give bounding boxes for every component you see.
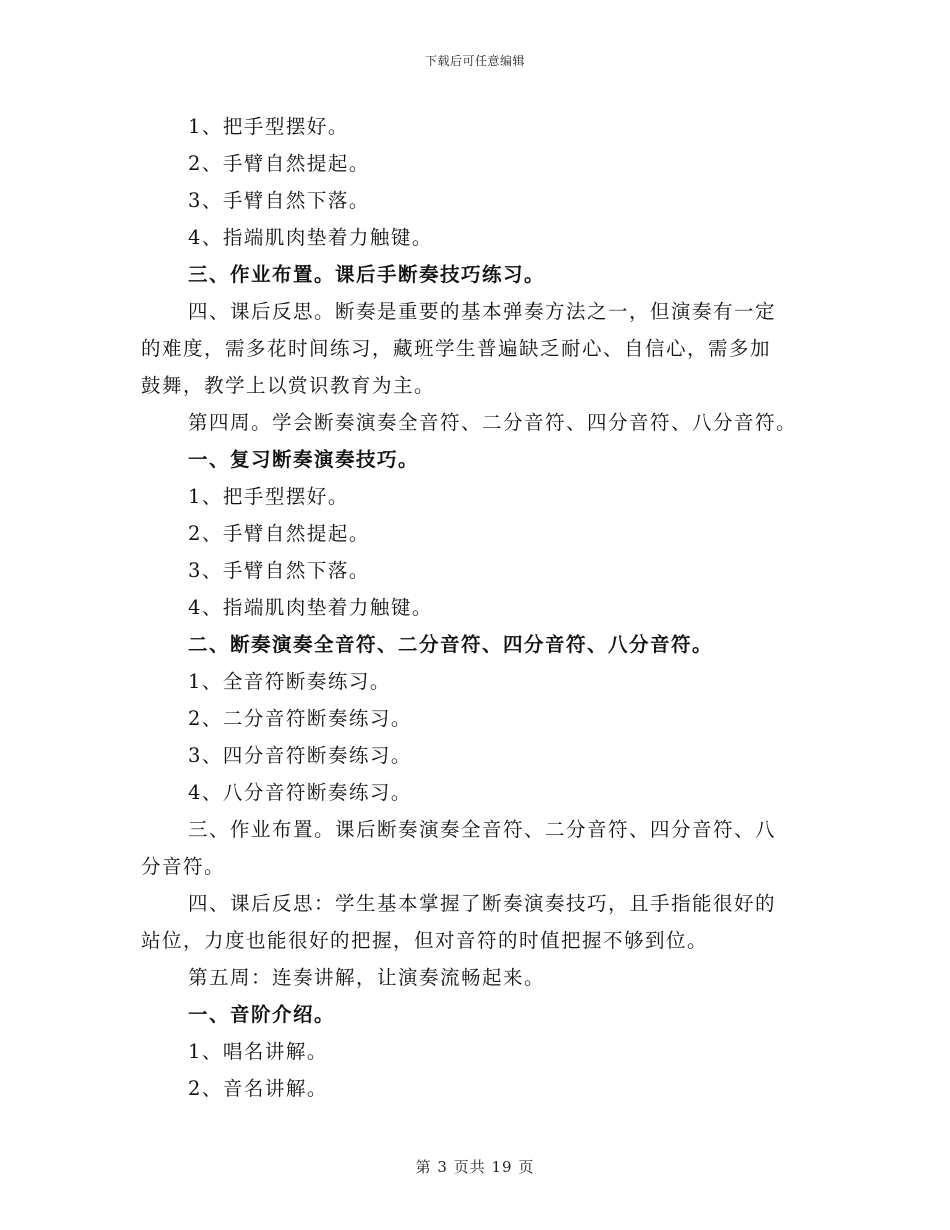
- paragraph-line: 四、课后反思：学生基本掌握了断奏演奏技巧，且手指能很好的: [188, 892, 777, 915]
- paragraph-line: 2、二分音符断奏练习。: [188, 707, 412, 730]
- paragraph-line: 2、手臂自然提起。: [188, 152, 370, 175]
- paragraph-line: 4、指端肌肉垫着力触键。: [188, 226, 433, 249]
- paragraph-line: 分音符。: [141, 855, 226, 878]
- paragraph-line: 2、手臂自然提起。: [188, 522, 370, 545]
- paragraph-line: 2、音名讲解。: [188, 1077, 328, 1100]
- paragraph-line: 4、八分音符断奏练习。: [188, 781, 412, 804]
- paragraph-line: 4、指端肌肉垫着力触键。: [188, 596, 433, 619]
- week-heading: 第五周：连奏讲解，让演奏流畅起来。: [188, 966, 546, 989]
- paragraph-line: 站位，力度也能很好的把握，但对音符的时值把握不够到位。: [141, 929, 709, 952]
- paragraph-line: 1、全音符断奏练习。: [188, 670, 391, 693]
- paragraph-line: 3、四分音符断奏练习。: [188, 744, 412, 767]
- paragraph-line: 的难度，需多花时间练习，藏班学生普遍缺乏耐心、自信心，需多加: [141, 337, 772, 360]
- document-body: [141, 108, 821, 1107]
- section-heading: 三、作业布置。课后手断奏技巧练习。: [188, 263, 546, 286]
- section-heading: 二、断奏演奏全音符、二分音符、四分音符、八分音符。: [188, 633, 714, 656]
- paragraph-line: 鼓舞，教学上以赏识教育为主。: [141, 374, 436, 397]
- paragraph-line: 1、把手型摆好。: [188, 485, 349, 508]
- paragraph-line: 3、手臂自然下落。: [188, 189, 370, 212]
- paragraph-line: 1、把手型摆好。: [188, 115, 349, 138]
- paragraph-line: 3、手臂自然下落。: [188, 559, 370, 582]
- page-number: 第 3 页共 19 页: [415, 1158, 535, 1176]
- section-heading: 一、复习断奏演奏技巧。: [188, 448, 420, 471]
- paragraph-line: 1、唱名讲解。: [188, 1040, 328, 1063]
- paragraph-line: 四、课后反思。断奏是重要的基本弹奏方法之一，但演奏有一定: [188, 300, 777, 323]
- paragraph-line: 三、作业布置。课后断奏演奏全音符、二分音符、四分音符、八: [188, 818, 777, 841]
- page-header: 下载后可任意编辑: [424, 54, 525, 68]
- section-heading: 一、音阶介绍。: [188, 1003, 336, 1026]
- week-heading: 第四周。学会断奏演奏全音符、二分音符、四分音符、八分音符。: [188, 411, 798, 434]
